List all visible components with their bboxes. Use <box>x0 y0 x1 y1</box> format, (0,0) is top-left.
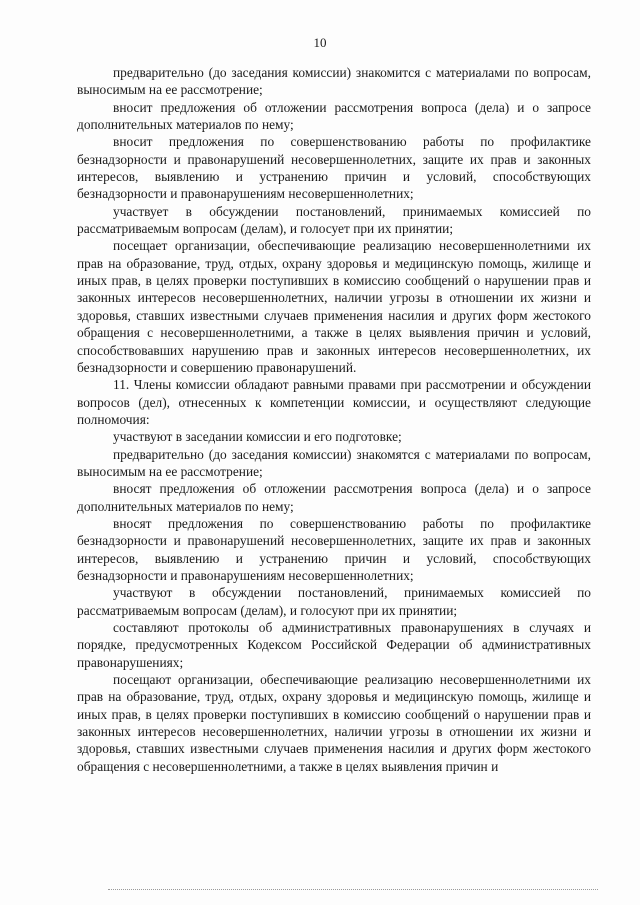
paragraph: вносят предложения по совершенствованию работы по профилактике безнадзорности и правонарушений несовершеннолетних, защите их прав и законных интересов, выявлению и устранению причин и условий, способствующих безнадзорности и правонарушениям несовершеннолетних; <box>77 515 591 583</box>
paragraph: участвуют в заседании комиссии и его подготовке; <box>113 429 402 445</box>
paragraph: предварительно (до заседания комиссии) знакомятся с материалами по вопросам, выносимым на ее рассмотрение; <box>77 446 591 479</box>
paragraph: вносит предложения по совершенствованию работы по профилактике безнадзорности и правонарушений несовершеннолетних, защите их прав и законных интересов, выявлению и устранению причин и условий, способствующих безнадзорности и правонарушениям несовершеннолетних; <box>77 134 591 202</box>
paragraph: предварительно (до заседания комиссии) знакомится с материалами по вопросам, выносимым на ее рассмотрение; <box>77 65 591 98</box>
paragraph-section-11: 11. Члены комиссии обладают равными правами при рассмотрении и обсуждении вопросов (дел), отнесенных к компетенции комиссии, и осуществляют следующие полномочия: <box>77 377 591 427</box>
page-number: 10 <box>313 35 327 50</box>
paragraph: вносят предложения об отложении рассмотрения вопроса (дела) и о запросе дополнительных материалов по нему; <box>77 481 591 514</box>
paragraph: составляют протоколы об административных правонарушениях в случаях и порядке, предусмотренных Кодексом Российской Федерации об административных правонарушениях; <box>77 620 591 670</box>
paragraph: участвуют в обсуждении постановлений, принимаемых комиссией по рассматриваемым вопросам (делам), и голосуют при их принятии; <box>77 585 591 618</box>
paragraph: вносит предложения об отложении рассмотрения вопроса (дела) и о запросе дополнительных материалов по нему; <box>77 99 591 133</box>
paragraph: участвует в обсуждении постановлений, принимаемых комиссией по рассматриваемым вопросам (делам), и голосует при их принятии; <box>77 203 591 237</box>
document-body <box>77 64 591 775</box>
paragraph: посещает организации, обеспечивающие реализацию несовершеннолетними их прав на образование, труд, отдых, охрану здоровья и медицинскую помощь, жилище и иных прав, в целях проверки поступивших в комиссию сообщений о нарушении прав и законных интересов несовершеннолетних, наличии угрозы в отношении их жизни и здоровья, ставших известными случаев применения насилия и других форм жестокого обращения с несовершеннолетними, а также в целях выявления причин и условий, способствовавших нарушению прав и законных интересов несовершеннолетних, их безнадзорности и совершению правонарушений. <box>77 238 591 375</box>
paragraph: посещают организации, обеспечивающие реализацию несовершеннолетними их прав на образование, труд, отдых, охрану здоровья и медицинскую помощь, жилище и иных прав, в целях проверки поступивших в комиссию сообщений о нарушении прав и законных интересов несовершеннолетних, наличии угрозы в отношении их жизни и здоровья, ставших известными случаев применения насилия и других форм жестокого обращения с несовершеннолетними, а также в целях выявления причин и <box>77 672 591 774</box>
page-bottom-rule <box>108 889 598 890</box>
